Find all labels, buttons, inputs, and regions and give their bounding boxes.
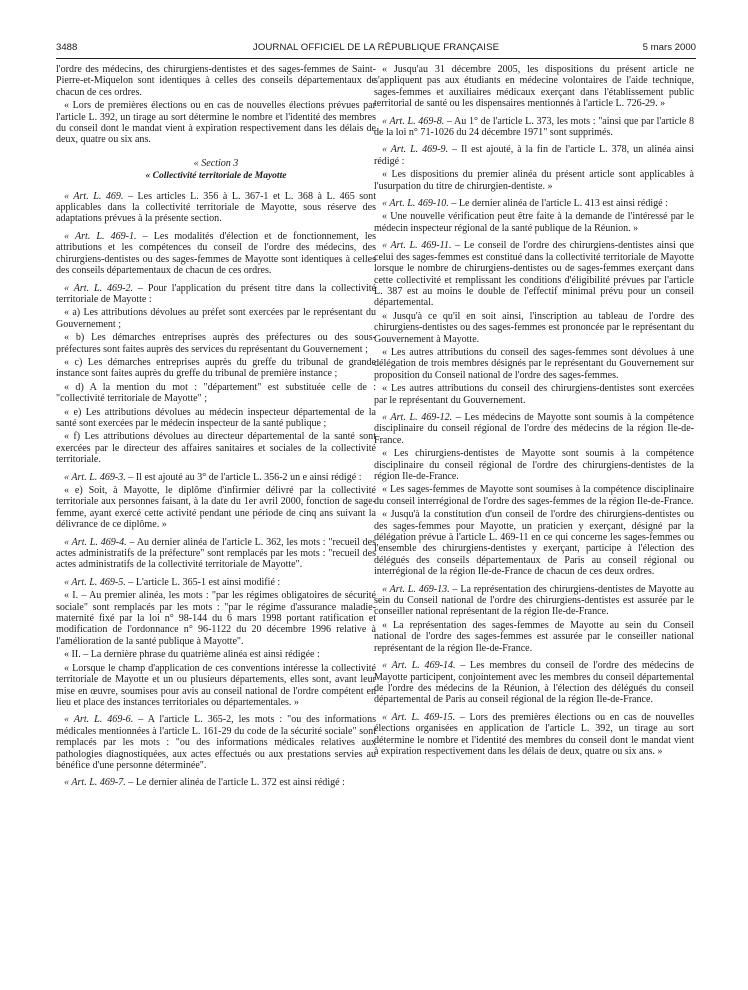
paragraph-text: « a) Les attributions dévolues au préfet sont exercées par le représentant du Gouvernement ; <box>56 307 376 330</box>
paragraph-text: « e) Soit, à Mayotte, le diplôme d'infirmier délivré par la collectivité territoriale aux personnes faisant, à la date du 1er avril 2000, fonction de sage-femme, ayant exercé cette activité pendant une période de cinq ans suivant la délivrance de ce diplôme. » <box>56 485 376 531</box>
article-paragraph <box>56 231 376 277</box>
page-number: 3488 <box>56 42 78 53</box>
paragraph <box>56 663 376 709</box>
article-reference: « Art. L. 469-9. <box>382 144 449 156</box>
article-paragraph <box>56 714 376 771</box>
article-paragraph <box>374 712 694 758</box>
left-column <box>56 64 376 791</box>
article-reference: « Art. L. 469-12. <box>382 411 453 423</box>
paragraph-text: « Section 3 <box>193 157 239 169</box>
paragraph-text: « Collectivité territoriale de Mayotte <box>145 171 287 182</box>
paragraph-text: – Il est ajouté, à la fin de l'article L. 378, un alinéa ainsi rédigé : <box>374 144 695 167</box>
paragraph <box>56 64 376 98</box>
right-column <box>374 64 694 759</box>
article-reference: « Art. L. 469-15. <box>382 711 456 723</box>
publication-date: 5 mars 2000 <box>642 42 696 53</box>
paragraph <box>374 484 694 507</box>
article-paragraph <box>56 537 376 571</box>
paragraph <box>56 407 376 430</box>
article-reference: « Art. L. 469-8. <box>382 115 445 127</box>
paragraph-text: – Au 1° de l'article L. 373, les mots : "ainsi que par l'article 8 de la loi n° 71-1026 du 24 décembre 1971" sont supprimés. <box>374 115 694 139</box>
article-paragraph <box>56 777 376 788</box>
paragraph-text: « La représentation des sages-femmes de Mayotte au sein du Conseil national de l'ordre des sages-femmes est assurée par le conseiller national représentant de la région Ile-de-France. <box>374 619 694 654</box>
paragraph-text: « Les autres attributions du conseil des sages-femmes sont dévolues à une délégation de trois membres désignés par le représentant du Gouvernement sur proposition du Conseil national de l'ordre des sages-femmes. <box>374 346 694 381</box>
article-reference: « Art. L. 469-3. <box>64 471 126 483</box>
paragraph-text: – L'article L. 365-1 est ainsi modifié : <box>125 576 281 588</box>
paragraph-text: « b) Les démarches entreprises auprès des préfectures ou des sous-préfectures sont faites auprès des services du représentant du Gouvernement ; <box>56 332 376 355</box>
paragraph-text: « Lorsque le champ d'application de ces conventions intéresse la collectivité territoriale de Mayotte et un ou plusieurs départements, elles sont, avant leur mise en œuvre, soumises pour avis au conseil national de l'ordre compétent en lieu et place des instances territoriales ou départementales. » <box>56 662 376 708</box>
article-reference: « Art. L. 469-6. <box>64 714 134 726</box>
paragraph-text: – Pour l'application du présent titre dans la collectivité territoriale de Mayotte : <box>56 282 377 305</box>
paragraph-text: – Lors des premières élections ou en cas de nouvelles élections organisées en application de l'article L. 392, un tirage au sort détermine le nombre et l'identité des membres du conseil dont le mandat vient à expiration respectivement dans les délais de deux, quatre ou six ans. » <box>374 711 694 757</box>
article-reference: « Art. L. 469-7. <box>64 777 126 789</box>
paragraph-text: « Les dispositions du premier alinéa du présent article sont applicables à l'usurpation du titre de chirurgien-dentiste. » <box>374 169 694 192</box>
paragraph <box>56 332 376 355</box>
paragraph-text: – Les articles L. 356 à L. 367-1 et L. 368 à L. 465 sont applicables dans la collectivité territoriale de Mayotte, sous réserve des adaptations prévues à la présente section. <box>56 190 376 225</box>
paragraph-text: l'ordre des médecins, des chirurgiens-dentistes et des sages-femmes de Saint-Pierre-et-Miquelon sont identiques à celles des conseils départementaux de chacun de ces ordres. <box>56 64 376 98</box>
article-reference: « Art. L. 469-5. <box>64 576 126 588</box>
paragraph-text: – La représentation des chirurgiens-dentistes de Mayotte au sein du Conseil national de l'ordre des chirurgiens-dentistes est assurée par le conseiller national représentant de la région Ile-de-France. <box>374 583 694 618</box>
paragraph-text: – Au dernier alinéa de l'article L. 362, les mots : "recueil des actes administratifs de la préfecture" sont remplacés par les mots : "recueil des actes administratifs de la collectivité territoriale de Mayotte". <box>56 536 376 571</box>
paragraph <box>374 311 694 345</box>
article-paragraph <box>374 660 694 706</box>
paragraph-text: « Lors de premières élections ou en cas de nouvelles élections prévues par l'article L. 392, un tirage au sort détermine le nombre et l'identité des membres du conseil dont le mandat vient à expiration respectivement dans les délais de deux, quatre ou six ans. <box>56 100 376 146</box>
article-reference: « Art. L. 469-11. <box>382 240 452 252</box>
article-paragraph <box>374 584 694 618</box>
header-rule <box>56 58 696 59</box>
article-paragraph <box>374 116 694 139</box>
article-paragraph <box>56 191 376 225</box>
paragraph <box>56 590 376 647</box>
paragraph-text: « Les autres attributions du conseil des chirurgiens-dentistes sont exercées par le représentant du Gouvernement. <box>374 383 694 406</box>
paragraph <box>374 64 694 110</box>
article-paragraph <box>56 472 376 483</box>
article-paragraph <box>374 412 694 446</box>
article-reference: « Art. L. 469-10. <box>382 198 449 210</box>
paragraph <box>374 211 694 234</box>
paragraph-text: « c) Les démarches entreprises auprès du greffe du tribunal de grande instance sont faites auprès du greffe du tribunal de première instance ; <box>56 356 376 380</box>
paragraph <box>374 169 694 192</box>
paragraph-text: « II. – La dernière phrase du quatrième alinéa est ainsi rédigée : <box>64 649 320 661</box>
journal-title: JOURNAL OFFICIEL DE LA RÉPUBLIQUE FRANÇAISE <box>252 42 500 53</box>
article-reference: « Art. L. 469-1. <box>64 230 137 242</box>
article-paragraph <box>56 577 376 588</box>
paragraph-text: – Les modalités d'élection et de fonctionnement, les attributions et les compétences du conseil de l'ordre des médecins, des chirurgiens-dentistes ou des sages-femmes de Mayotte sont identiques à celles des conseils départementaux de chacun de ces ordres. <box>56 230 377 277</box>
article-reference: « Art. L. 469-14. <box>382 660 456 672</box>
paragraph <box>56 158 376 169</box>
paragraph <box>56 307 376 330</box>
paragraph-text: – Le conseil de l'ordre des chirurgiens-dentistes ainsi que celui des sages-femmes est constitué dans la collectivité territoriale de Mayotte lorsque le nombre de chirurgiens-dentistes ou de sages-femmes exerçant dans cette collectivité et remplissant les conditions d'éligibilité prévues par l'article L. 387 est au moins le double de l'effectif minimal prévu pour un conseil départemental. <box>374 240 694 309</box>
paragraph-text: « Jusqu'à la constitution d'un conseil de l'ordre des chirurgiens-dentistes ou des sages-femmes pour Mayotte, un praticien y exerçant, désigné par la délégation prévue à l'article L. 469-11 en ce qui concerne les sages-femmes ou l'ensemble des chirurgiens-dentistes y exerçant, participe à l'élection des délégués des conseils départementaux de Paris au conseil régional ou interrégional de la région Ile-de-France de chacun de ces deux ordres. <box>374 509 694 578</box>
paragraph <box>56 100 376 146</box>
paragraph <box>56 431 376 465</box>
paragraph <box>374 620 694 654</box>
paragraph-text: « e) Les attributions dévolues au médecin inspecteur départemental de la santé sont exercées par le médecin inspecteur de la santé publique ; <box>56 406 376 429</box>
paragraph-text: – Le dernier alinéa de l'article L. 413 est ainsi rédigé : <box>448 198 668 210</box>
paragraph-text: – A l'article L. 365-2, les mots : "ou des informations médicales mentionnées à l'article L. 161-29 du code de la sécurité sociale" sont remplacés par les mots : "ou des informations médicales relatives aux pathologies diagnostiquées, aux actes effectués ou aux prestations servies au bénéfice d'une personne déterminée". <box>56 714 376 771</box>
article-reference: « Art. L. 469-4. <box>64 536 127 548</box>
paragraph <box>374 347 694 381</box>
paragraph-text: « f) Les attributions dévolues au directeur départemental de la santé sont exercées par le directeur des affaires sanitaires et sociales de la collectivité territoriale. <box>56 431 376 466</box>
article-paragraph <box>374 240 694 308</box>
paragraph-text: – Il est ajouté au 3° de l'article L. 356-2 un e ainsi rédigé : <box>125 471 362 483</box>
paragraph-text: « Jusqu'au 31 décembre 2005, les dispositions du présent article ne s'appliquent pas aux étudiants en médecine volontaires de l'aide technique, sages-femmes et auxiliaires médicaux exerçant dans l'établissement public territorial de santé ou les dispensaires mentionnés à l'article L. 726-29. » <box>374 64 694 110</box>
paragraph-text: « Les sages-femmes de Mayotte sont soumises à la compétence disciplinaire du conseil interrégional de l'ordre des sages-femmes de la région Ile-de-France. <box>374 484 694 507</box>
article-paragraph <box>374 144 694 167</box>
paragraph-text: – Le dernier alinéa de l'article L. 372 est ainsi rédigé : <box>125 777 345 789</box>
article-paragraph <box>374 198 694 209</box>
paragraph <box>56 649 376 660</box>
paragraph-text: « I. – Au premier alinéa, les mots : "par les régimes obligatoires de sécurité sociale" sont remplacés par les mots : "par le régime d'assurance maladie-maternité fixé par la loi n° 98-144 du 6 mars 1998 portant ratification et modification de l'ordonnance n° 96-1122 du 20 décembre 1996 relative à l'amélioration de la santé publique à Mayotte". <box>56 590 376 647</box>
paragraph <box>374 383 694 406</box>
paragraph <box>56 357 376 380</box>
paragraph <box>56 485 376 531</box>
article-paragraph <box>56 283 376 306</box>
paragraph-text: – Les membres du conseil de l'ordre des médecins de Mayotte participent, conjointement avec les membres du conseil départemental de l'ordre des médecins de la Réunion, à l'élection des délégués du conseil départemental de Paris au conseil régional de la région Ile-de-France. <box>374 660 694 706</box>
paragraph-text: « Les chirurgiens-dentistes de Mayotte sont soumis à la compétence disciplinaire du conseil régional de l'ordre des chirurgiens-dentistes de la région Ile-de-France. <box>374 448 694 482</box>
article-reference: « Art. L. 469. <box>64 190 124 202</box>
paragraph <box>374 448 694 482</box>
article-reference: « Art. L. 469-13. <box>382 583 450 595</box>
paragraph <box>374 509 694 577</box>
paragraph <box>56 382 376 405</box>
page-header <box>56 42 696 56</box>
paragraph-text: – Les médecins de Mayotte sont soumis à la compétence disciplinaire du conseil régional de l'ordre des médecins de la région Ile-de-France. <box>374 411 694 446</box>
article-reference: « Art. L. 469-2. <box>64 282 133 294</box>
paragraph-text: « d) A la mention du mot : "département" est substituée celle de : "collectivité territoriale de Mayotte" ; <box>56 381 376 405</box>
paragraph-text: « Jusqu'à ce qu'il en soit ainsi, l'inscription au tableau de l'ordre des chirurgiens-dentistes ou des sages-femmes est prononcée par le représentant du Gouvernement à Mayotte. <box>374 310 694 345</box>
paragraph <box>56 171 376 182</box>
paragraph-text: « Une nouvelle vérification peut être faite à la demande de l'intéressé par le médecin inspecteur régional de la santé publique de la Réunion. » <box>374 211 694 234</box>
